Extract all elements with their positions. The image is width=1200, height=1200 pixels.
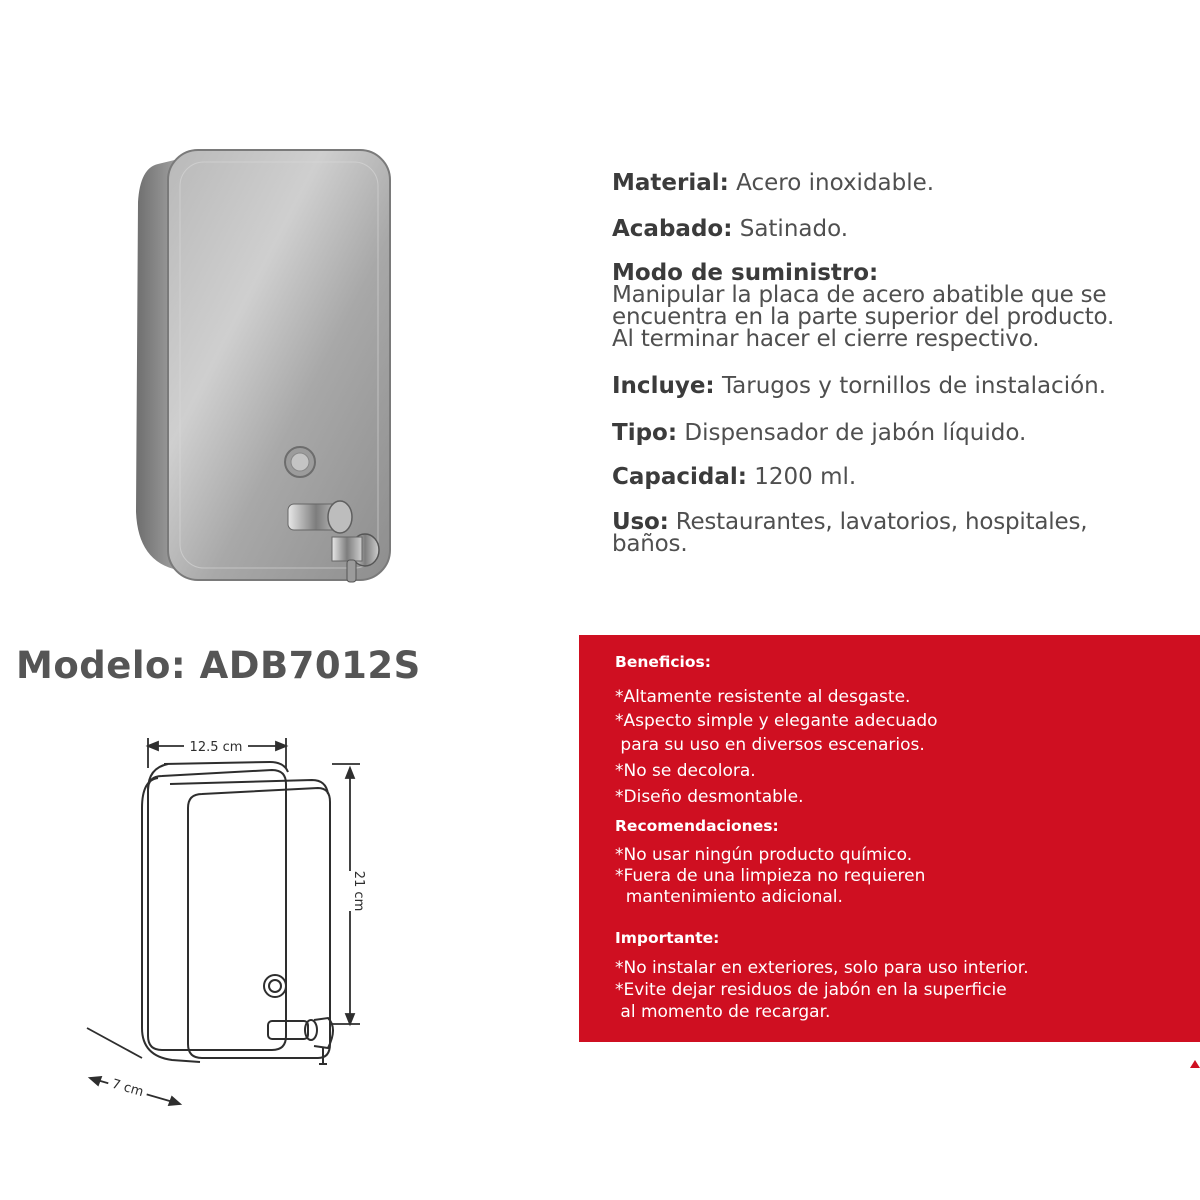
- model-title: Modelo: ADB7012S: [16, 644, 421, 687]
- beneficio-item: *Aspecto simple y elegante adecuado: [615, 711, 938, 731]
- spec-value: Tarugos y tornillos de instalación.: [721, 373, 1107, 399]
- beneficio-item: *No se decolora.: [615, 761, 756, 781]
- beneficio-item: para su uso en diversos escenarios.: [615, 735, 925, 755]
- spec-label: Incluye:: [612, 373, 715, 399]
- corner-triangle-mark: [1190, 1060, 1200, 1068]
- recomendacion-item: mantenimiento adicional.: [615, 887, 843, 907]
- spec-modo-suministro: [612, 262, 1114, 350]
- importante-title: Importante:: [615, 929, 720, 947]
- importante-item: *Evite dejar residuos de jabón en la superficie: [615, 980, 1007, 1000]
- recomendaciones-title: Recomendaciones:: [615, 817, 779, 835]
- product-photo: [128, 142, 393, 594]
- spec-label: Capacidal:: [612, 464, 747, 490]
- spec-uso: [612, 511, 1087, 555]
- spec-acabado: [612, 217, 848, 241]
- info-panel: [579, 635, 1200, 1042]
- spec-uso-line1: [612, 511, 1087, 533]
- beneficio-item: *Diseño desmontable.: [615, 787, 804, 807]
- depth-label: 7 cm: [110, 1076, 146, 1101]
- importante-item: *No instalar en exteriores, solo para uso interior.: [615, 958, 1029, 978]
- importante-item: al momento de recargar.: [615, 1002, 831, 1022]
- spec-value-continued: baños.: [612, 531, 688, 557]
- spec-line: Al terminar hacer el cierre respectivo.: [612, 326, 1040, 352]
- width-label: 12.5 cm: [189, 740, 243, 755]
- spec-value: Dispensador de jabón líquido.: [684, 420, 1027, 446]
- spec-label: Acabado:: [612, 216, 733, 242]
- spec-value: 1200 ml.: [754, 464, 857, 490]
- spec-label: Material:: [612, 170, 729, 196]
- spec-value: Acero inoxidable.: [736, 170, 935, 196]
- dimension-diagram: [82, 728, 382, 1113]
- beneficios-title: Beneficios:: [615, 653, 711, 671]
- height-label: 21 cm: [351, 870, 366, 912]
- recomendacion-item: *Fuera de una limpieza no requieren: [615, 866, 926, 886]
- beneficio-item: *Altamente resistente al desgaste.: [615, 687, 911, 707]
- spec-value: Restaurantes, lavatorios, hospitales,: [675, 509, 1088, 535]
- recomendacion-item: *No usar ningún producto químico.: [615, 845, 913, 865]
- spec-incluye: [612, 374, 1106, 398]
- spec-label: Modo de suministro:: [612, 260, 879, 286]
- spec-label: Tipo:: [612, 420, 678, 446]
- spec-tipo: [612, 421, 1026, 445]
- spec-material: [612, 171, 934, 195]
- spec-label: Uso:: [612, 509, 669, 535]
- spec-capacidad: [612, 465, 856, 489]
- spec-line: Manipular la placa de acero abatible que se: [612, 282, 1107, 308]
- spec-line: encuentra en la parte superior del producto.: [612, 304, 1115, 330]
- spec-value: Satinado.: [739, 216, 849, 242]
